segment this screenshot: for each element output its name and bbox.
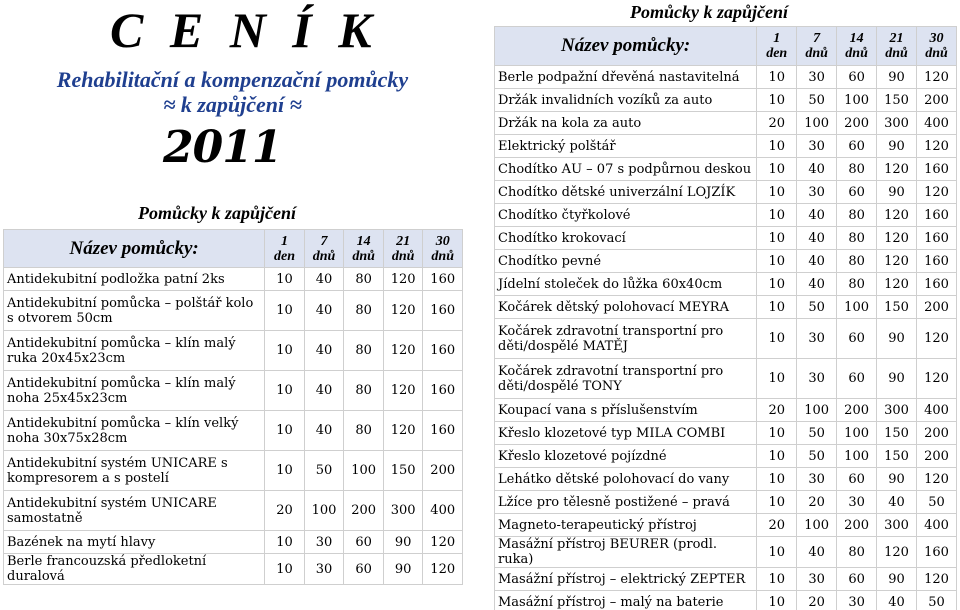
- price-cell: 90: [877, 66, 917, 89]
- table-row: [495, 445, 957, 468]
- right-section-title: Pomůcky k zapůjčení: [630, 2, 788, 22]
- table-row: [495, 319, 957, 359]
- price-cell: 40: [797, 537, 837, 568]
- price-cell: 120: [877, 158, 917, 181]
- price-cell: 120: [917, 66, 957, 89]
- price-cell: 120: [383, 268, 423, 291]
- price-cell: 200: [837, 514, 877, 537]
- day-unit: dnů: [431, 248, 454, 264]
- day-unit: dnů: [885, 46, 908, 61]
- table-header-row: [495, 27, 957, 66]
- price-cell: 120: [917, 135, 957, 158]
- item-name: Antidekubitní podložka patní 2ks: [4, 268, 265, 291]
- price-cell: 10: [757, 66, 797, 89]
- table-row: [495, 537, 957, 568]
- price-cell: 50: [797, 422, 837, 445]
- price-cell: 10: [757, 250, 797, 273]
- price-cell: 60: [344, 554, 384, 585]
- table-row: [495, 89, 957, 112]
- price-cell: 80: [344, 371, 384, 411]
- price-cell: 60: [837, 568, 877, 591]
- price-cell: 160: [917, 158, 957, 181]
- price-cell: 200: [917, 296, 957, 319]
- table-row: [4, 331, 463, 371]
- price-cell: 120: [877, 537, 917, 568]
- column-header-day-30: [917, 27, 957, 66]
- price-cell: 300: [383, 491, 423, 531]
- price-cell: 80: [837, 537, 877, 568]
- price-cell: 50: [797, 296, 837, 319]
- day-count: 14: [356, 233, 371, 249]
- price-cell: 400: [917, 514, 957, 537]
- price-cell: 50: [917, 491, 957, 514]
- price-cell: 10: [265, 291, 305, 331]
- subtitle: Rehabilitační a kompenzační pomůcky: [56, 67, 409, 92]
- price-cell: 160: [423, 331, 463, 371]
- price-cell: 60: [837, 319, 877, 359]
- price-cell: 90: [877, 568, 917, 591]
- item-name: Antidekubitní pomůcka – polštář kolo s otvorem 50cm: [4, 291, 265, 331]
- table-row: [495, 204, 957, 227]
- price-cell: 40: [304, 291, 344, 331]
- item-name: Lžíce pro tělesně postižené – pravá: [495, 491, 757, 514]
- price-cell: 90: [877, 359, 917, 399]
- price-cell: 120: [877, 227, 917, 250]
- price-cell: 100: [837, 296, 877, 319]
- column-header-name: Název pomůcky:: [4, 230, 265, 268]
- price-cell: 40: [797, 158, 837, 181]
- price-cell: 30: [797, 135, 837, 158]
- day-count: 30: [435, 233, 450, 249]
- price-cell: 60: [837, 66, 877, 89]
- price-cell: 150: [877, 296, 917, 319]
- table-row: [4, 411, 463, 451]
- price-cell: 100: [304, 491, 344, 531]
- price-cell: 200: [917, 422, 957, 445]
- price-cell: 120: [917, 468, 957, 491]
- day-count: 14: [849, 31, 864, 46]
- price-cell: 400: [917, 399, 957, 422]
- table-row: [495, 591, 957, 610]
- price-cell: 20: [757, 399, 797, 422]
- table-row: [495, 399, 957, 422]
- price-cell: 90: [877, 319, 917, 359]
- price-cell: 10: [757, 537, 797, 568]
- price-cell: 10: [757, 422, 797, 445]
- price-cell: 10: [757, 296, 797, 319]
- price-cell: 80: [837, 273, 877, 296]
- price-cell: 100: [837, 89, 877, 112]
- price-cell: 10: [757, 445, 797, 468]
- price-cell: 10: [265, 331, 305, 371]
- price-cell: 40: [304, 371, 344, 411]
- price-cell: 300: [877, 514, 917, 537]
- price-cell: 300: [877, 399, 917, 422]
- price-cell: 40: [877, 591, 917, 610]
- table-row: [4, 451, 463, 491]
- price-cell: 10: [757, 568, 797, 591]
- day-unit: dnů: [805, 46, 828, 61]
- price-cell: 80: [344, 291, 384, 331]
- page-title: C E N Í K: [110, 2, 379, 58]
- price-cell: 100: [797, 399, 837, 422]
- price-cell: 200: [837, 399, 877, 422]
- item-name: Antidekubitní systém UNICARE s kompresorem a s postelí: [4, 451, 265, 491]
- column-header-day-14: [344, 230, 384, 268]
- price-cell: 10: [265, 531, 305, 554]
- price-cell: 30: [304, 554, 344, 585]
- price-cell: 10: [265, 268, 305, 291]
- item-name: Chodítko čtyřkolové: [495, 204, 757, 227]
- table-row: [495, 359, 957, 399]
- price-cell: 40: [797, 204, 837, 227]
- price-cell: 160: [917, 227, 957, 250]
- price-cell: 10: [265, 411, 305, 451]
- price-cell: 80: [837, 204, 877, 227]
- day-unit: den: [766, 46, 788, 61]
- price-cell: 90: [877, 181, 917, 204]
- price-cell: 10: [757, 181, 797, 204]
- price-cell: 30: [797, 468, 837, 491]
- day-unit: dnů: [845, 46, 868, 61]
- price-cell: 30: [837, 491, 877, 514]
- price-cell: 120: [917, 319, 957, 359]
- price-cell: 300: [877, 112, 917, 135]
- table-row: [495, 66, 957, 89]
- item-name: Magneto-terapeutický přístroj: [495, 514, 757, 537]
- price-cell: 100: [797, 112, 837, 135]
- table-row: [495, 250, 957, 273]
- price-cell: 160: [917, 204, 957, 227]
- table-row: [495, 135, 957, 158]
- price-cell: 100: [837, 445, 877, 468]
- item-name: Kočárek dětský polohovací MEYRA: [495, 296, 757, 319]
- price-table-right: [494, 26, 957, 610]
- table-row: [495, 468, 957, 491]
- price-cell: 80: [344, 411, 384, 451]
- table-row: [4, 371, 463, 411]
- item-name: Chodítko pevné: [495, 250, 757, 273]
- day-unit: dnů: [312, 248, 336, 264]
- price-cell: 30: [304, 531, 344, 554]
- item-name: Berle podpažní dřevěná nastavitelná: [495, 66, 757, 89]
- item-name: Kočárek zdravotní transportní pro děti/dospělé TONY: [495, 359, 757, 399]
- year-label: 2011: [163, 122, 282, 173]
- price-cell: 120: [877, 273, 917, 296]
- price-cell: 50: [304, 451, 344, 491]
- price-cell: 120: [423, 554, 463, 585]
- price-cell: 200: [423, 451, 463, 491]
- price-cell: 100: [797, 514, 837, 537]
- price-cell: 90: [877, 135, 917, 158]
- table-row: [495, 181, 957, 204]
- price-cell: 120: [917, 359, 957, 399]
- price-cell: 30: [797, 181, 837, 204]
- price-cell: 120: [917, 568, 957, 591]
- item-name: Berle francouzská předloketní duralová: [4, 554, 265, 585]
- subtitle-rental: ≈ k zapůjčení ≈: [163, 92, 302, 117]
- price-cell: 120: [877, 250, 917, 273]
- table-row: [4, 268, 463, 291]
- price-cell: 40: [877, 491, 917, 514]
- day-count: 7: [813, 31, 821, 46]
- price-cell: 10: [757, 359, 797, 399]
- item-name: Koupací vana s příslušenstvím: [495, 399, 757, 422]
- price-cell: 30: [797, 319, 837, 359]
- table-row: [495, 491, 957, 514]
- item-name: Kočárek zdravotní transportní pro děti/dospělé MATĚJ: [495, 319, 757, 359]
- day-count: 1: [281, 233, 289, 249]
- item-name: Chodítko AU – 07 s podpůrnou deskou: [495, 158, 757, 181]
- price-cell: 30: [797, 359, 837, 399]
- price-cell: 10: [757, 319, 797, 359]
- table-row: [495, 568, 957, 591]
- price-cell: 20: [797, 491, 837, 514]
- price-cell: 40: [797, 227, 837, 250]
- price-cell: 10: [757, 491, 797, 514]
- price-cell: 160: [423, 371, 463, 411]
- price-cell: 80: [344, 331, 384, 371]
- price-cell: 10: [757, 204, 797, 227]
- table-row: [495, 514, 957, 537]
- column-header-day-7: [797, 27, 837, 66]
- price-cell: 200: [917, 445, 957, 468]
- table-row: [495, 422, 957, 445]
- price-cell: 120: [383, 371, 423, 411]
- table-row: [495, 158, 957, 181]
- price-cell: 50: [797, 445, 837, 468]
- item-name: Chodítko krokovací: [495, 227, 757, 250]
- price-cell: 150: [877, 422, 917, 445]
- price-cell: 20: [757, 514, 797, 537]
- price-cell: 20: [265, 491, 305, 531]
- price-cell: 160: [423, 291, 463, 331]
- price-cell: 120: [383, 331, 423, 371]
- price-cell: 60: [837, 135, 877, 158]
- price-cell: 120: [423, 531, 463, 554]
- price-cell: 150: [383, 451, 423, 491]
- price-cell: 100: [344, 451, 384, 491]
- price-cell: 10: [757, 468, 797, 491]
- column-header-day-21: [383, 230, 423, 268]
- price-table-left: [3, 229, 463, 585]
- price-cell: 100: [837, 422, 877, 445]
- left-section-title: Pomůcky k zapůjčení: [138, 203, 296, 223]
- price-cell: 80: [344, 268, 384, 291]
- day-unit: dnů: [925, 46, 948, 61]
- price-cell: 10: [265, 554, 305, 585]
- price-cell: 90: [383, 554, 423, 585]
- column-header-day-21: [877, 27, 917, 66]
- price-cell: 120: [877, 204, 917, 227]
- item-name: Bazének na mytí hlavy: [4, 531, 265, 554]
- item-name: Křeslo klozetové typ MILA COMBI: [495, 422, 757, 445]
- price-cell: 10: [265, 371, 305, 411]
- item-name: Držák na kola za auto: [495, 112, 757, 135]
- item-name: Antidekubitní systém UNICARE samostatně: [4, 491, 265, 531]
- table-row: [4, 531, 463, 554]
- day-count: 21: [889, 31, 904, 46]
- price-cell: 80: [837, 158, 877, 181]
- price-cell: 10: [757, 158, 797, 181]
- price-cell: 120: [383, 291, 423, 331]
- price-cell: 40: [304, 268, 344, 291]
- price-cell: 10: [757, 89, 797, 112]
- price-cell: 10: [265, 451, 305, 491]
- price-cell: 120: [383, 411, 423, 451]
- price-cell: 30: [837, 591, 877, 610]
- price-cell: 150: [877, 445, 917, 468]
- price-cell: 40: [797, 250, 837, 273]
- price-cell: 40: [797, 273, 837, 296]
- price-cell: 10: [757, 591, 797, 610]
- price-cell: 200: [344, 491, 384, 531]
- price-cell: 60: [837, 359, 877, 399]
- table-row: [4, 491, 463, 531]
- column-header-day-1: [265, 230, 305, 268]
- price-cell: 30: [797, 568, 837, 591]
- price-cell: 20: [797, 591, 837, 610]
- price-cell: 400: [423, 491, 463, 531]
- item-name: Křeslo klozetové pojízdné: [495, 445, 757, 468]
- price-cell: 10: [757, 273, 797, 296]
- price-cell: 10: [757, 227, 797, 250]
- table-row: [495, 227, 957, 250]
- day-count: 7: [320, 233, 328, 249]
- item-name: Elektrický polštář: [495, 135, 757, 158]
- price-cell: 160: [917, 537, 957, 568]
- item-name: Masážní přístroj – malý na baterie: [495, 591, 757, 610]
- table-row: [495, 112, 957, 135]
- day-unit: den: [274, 248, 296, 264]
- price-cell: 120: [917, 181, 957, 204]
- price-cell: 160: [423, 268, 463, 291]
- price-cell: 160: [917, 273, 957, 296]
- item-name: Lehátko dětské polohovací do vany: [495, 468, 757, 491]
- column-header-day-30: [423, 230, 463, 268]
- item-name: Antidekubitní pomůcka – klín velký noha 30x75x28cm: [4, 411, 265, 451]
- price-cell: 200: [837, 112, 877, 135]
- price-cell: 160: [423, 411, 463, 451]
- price-cell: 10: [757, 135, 797, 158]
- column-header-name: Název pomůcky:: [495, 27, 757, 66]
- table-row: [4, 554, 463, 585]
- table-header-row: [4, 230, 463, 268]
- item-name: Antidekubitní pomůcka – klín malý ruka 20x45x23cm: [4, 331, 265, 371]
- table-row: [4, 291, 463, 331]
- price-cell: 400: [917, 112, 957, 135]
- price-cell: 20: [757, 112, 797, 135]
- price-cell: 60: [837, 468, 877, 491]
- price-cell: 90: [877, 468, 917, 491]
- item-name: Jídelní stoleček do lůžka 60x40cm: [495, 273, 757, 296]
- column-header-day-7: [304, 230, 344, 268]
- price-cell: 80: [837, 227, 877, 250]
- price-cell: 60: [344, 531, 384, 554]
- price-cell: 30: [797, 66, 837, 89]
- item-name: Držák invalidních vozíků za auto: [495, 89, 757, 112]
- price-cell: 50: [797, 89, 837, 112]
- day-count: 30: [929, 31, 944, 46]
- column-header-day-14: [837, 27, 877, 66]
- day-count: 1: [773, 31, 781, 46]
- item-name: Chodítko dětské univerzální LOJZÍK: [495, 181, 757, 204]
- price-cell: 150: [877, 89, 917, 112]
- price-cell: 50: [917, 591, 957, 610]
- day-count: 21: [396, 233, 411, 249]
- item-name: Masážní přístroj BEURER (prodl. ruka): [495, 537, 757, 568]
- day-unit: dnů: [352, 248, 375, 264]
- table-row: [495, 296, 957, 319]
- price-cell: 40: [304, 331, 344, 371]
- price-cell: 60: [837, 181, 877, 204]
- price-cell: 40: [304, 411, 344, 451]
- item-name: Masážní přístroj – elektrický ZEPTER: [495, 568, 757, 591]
- price-cell: 160: [917, 250, 957, 273]
- price-cell: 90: [383, 531, 423, 554]
- item-name: Antidekubitní pomůcka – klín malý noha 25x45x23cm: [4, 371, 265, 411]
- table-row: [495, 273, 957, 296]
- column-header-day-1: [757, 27, 797, 66]
- day-unit: dnů: [391, 248, 415, 264]
- price-cell: 200: [917, 89, 957, 112]
- price-cell: 80: [837, 250, 877, 273]
